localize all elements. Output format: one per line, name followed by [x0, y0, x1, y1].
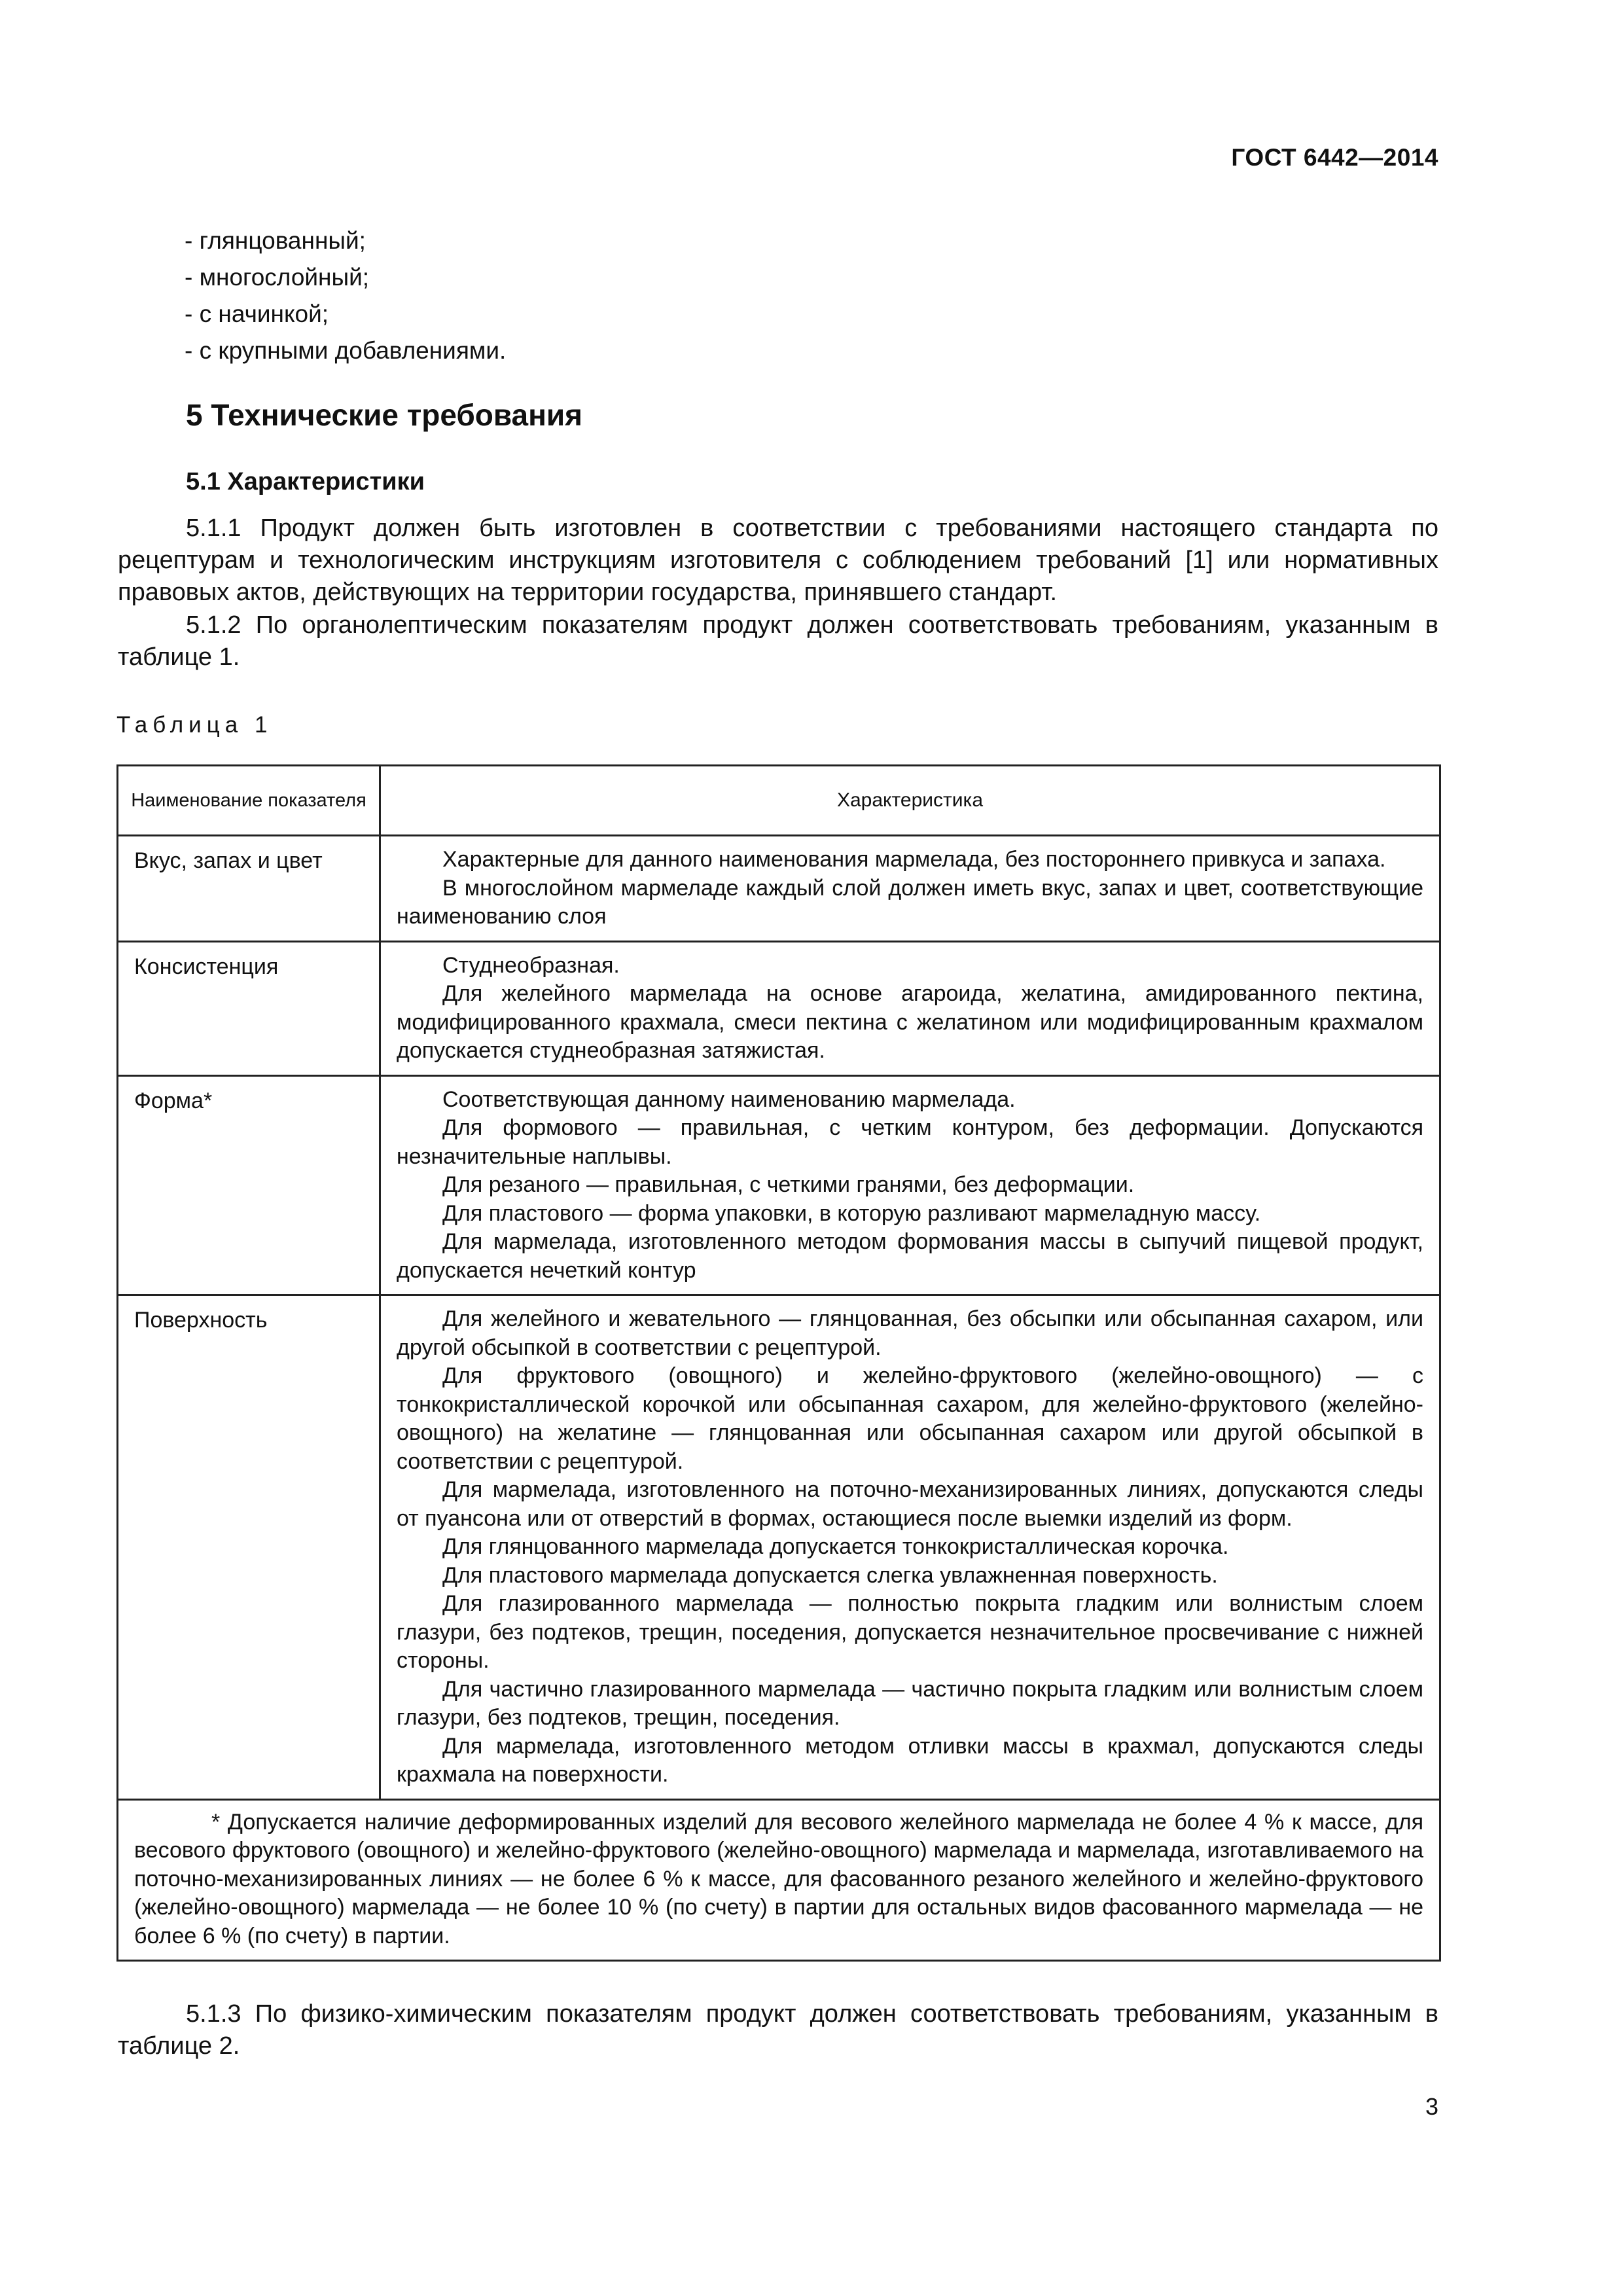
characteristic-line: Для пластового мармелада допускается слегка увлажненная поверхность.: [442, 1562, 1218, 1588]
characteristic-line: Студнеобразная.: [442, 952, 620, 978]
header-characteristic-cell: Характеристика: [380, 766, 1440, 836]
bullet-list: [185, 223, 506, 369]
table-row: [118, 1295, 1440, 1800]
header-name-cell: Наименование показателя: [118, 766, 380, 836]
bullet-item: - глянцованный;: [185, 227, 366, 254]
characteristic-line: В многослойном мармеладе каждый слой должен иметь вкус, запах и цвет, соответствующие наименованию слоя: [397, 875, 1423, 929]
characteristic-line: Для мармелада, изготовленного методом формования массы в сыпучий пищевой продукт, допускается нечеткий контур: [397, 1229, 1423, 1283]
characteristic-line: Для пластового — форма упаковки, в которую разливают мармеладную массу.: [442, 1200, 1261, 1226]
bullet-item: - многослойный;: [185, 264, 370, 291]
characteristic-line: Соответствующая данному наименованию мармелада.: [442, 1086, 1016, 1112]
characteristic-line: Для формового — правильная, с четким контуром, без деформации. Допускаются незначительные наплывы.: [397, 1115, 1423, 1169]
characteristic-line: Характерные для данного наименования мармелада, без постороннего привкуса и запаха.: [442, 847, 1386, 872]
row-name-cell: Вкус, запах и цвет: [118, 836, 380, 942]
characteristic-line: Для резаного — правильная, с четкими гранями, без деформации.: [442, 1172, 1135, 1197]
table-caption: Таблица 1: [116, 712, 273, 738]
table-footnote: * Допускается наличие деформированных изделий для весового желейного мармелада не более 4 % к массе, для весового фруктового (овощного) и желейно-фруктового (желейно-овощного) мармелада и мармелада, изготавливаемого на поточно-механизированных линиях — не более 6 % к массе, для фасованного резаного желейного и желейно-фруктового (желейно-овощного) мармелада — не более 10 % (по счету) в партии для остальных видов фасованного мармелада — не более 6 % (по счету) в партии.: [118, 1799, 1440, 1961]
paragraph-5-1-2: 5.1.2 По органолептическим показателям продукт должен соответствовать требованиям, указанным в таблице 1.: [118, 611, 1438, 671]
row-name-cell: Консистенция: [118, 941, 380, 1075]
paragraph-5-1-3: 5.1.3 По физико-химическим показателям продукт должен соответствовать требованиям, указанным в таблице 2.: [118, 2000, 1438, 2060]
document-standard-header: ГОСТ 6442—2014: [1231, 144, 1438, 171]
table-footnote-row: [118, 1799, 1440, 1961]
bullet-item: - с крупными добавлениями.: [185, 337, 507, 364]
characteristic-line: Для глазированного мармелада — полностью покрыта гладким или волнистым слоем глазури, без подтеков, трещин, поседения, допускается незначительное просвечивание с нижней стороны.: [397, 1591, 1423, 1673]
row-characteristic-cell: [380, 941, 1440, 1075]
row-name-cell: Форма*: [118, 1075, 380, 1295]
page-number: 3: [1425, 2093, 1438, 2120]
row-characteristic-cell: [380, 1075, 1440, 1295]
characteristic-line: Для желейного мармелада на основе агароида, желатина, амидированного пектина, модифицированного крахмала, смеси пектина с желатином или модифицированным крахмалом допускается студнеобразная затяжистая.: [397, 981, 1423, 1063]
table-row: [118, 1075, 1440, 1295]
section-heading: 5 Технические требования: [186, 398, 582, 432]
row-name-cell: Поверхность: [118, 1295, 380, 1800]
table-row: [118, 941, 1440, 1075]
bullet-item: - с начинкой;: [185, 300, 329, 327]
requirements-table: [116, 764, 1441, 1962]
characteristic-line: Для фруктового (овощного) и желейно-фруктового (желейно-овощного) — с тонкокристаллической корочкой или обсыпанная сахаром, для желейно-фруктового (желейно-овощного) на желатине — глянцованная или обсыпанная сахаром или другой обсыпкой в соответствии с рецептурой.: [397, 1363, 1423, 1474]
table-header-row: [118, 766, 1440, 836]
row-characteristic-cell: [380, 1295, 1440, 1800]
table-row: [118, 836, 1440, 942]
characteristic-line: Для глянцованного мармелада допускается тонкокристаллическая корочка.: [442, 1534, 1229, 1559]
subsection-heading: 5.1 Характеристики: [186, 468, 425, 495]
characteristic-line: Для мармелада, изготовленного на поточно-механизированных линиях, допускаются следы от пуансона или от отверстий в формах, остающиеся после выемки изделий из форм.: [397, 1477, 1423, 1531]
characteristic-line: Для желейного и жевательного — глянцованная, без обсыпки или обсыпанная сахаром, или другой обсыпкой в соответствии с рецептурой.: [397, 1306, 1423, 1360]
row-characteristic-cell: [380, 836, 1440, 942]
paragraph-5-1-1: 5.1.1 Продукт должен быть изготовлен в соответствии с требованиями настоящего стандарта по рецептурам и технологическим инструкциям изготовителя с соблюдением требований [1] или нормативных правовых актов, действующих на территории государства, принявшего стандарт.: [118, 514, 1438, 606]
characteristic-line: Для частично глазированного мармелада — частично покрыта гладким или волнистым слоем глазури, без подтеков, трещин, поседения.: [397, 1676, 1423, 1730]
characteristic-line: Для мармелада, изготовленного методом отливки массы в крахмал, допускаются следы крахмала на поверхности.: [397, 1733, 1423, 1787]
